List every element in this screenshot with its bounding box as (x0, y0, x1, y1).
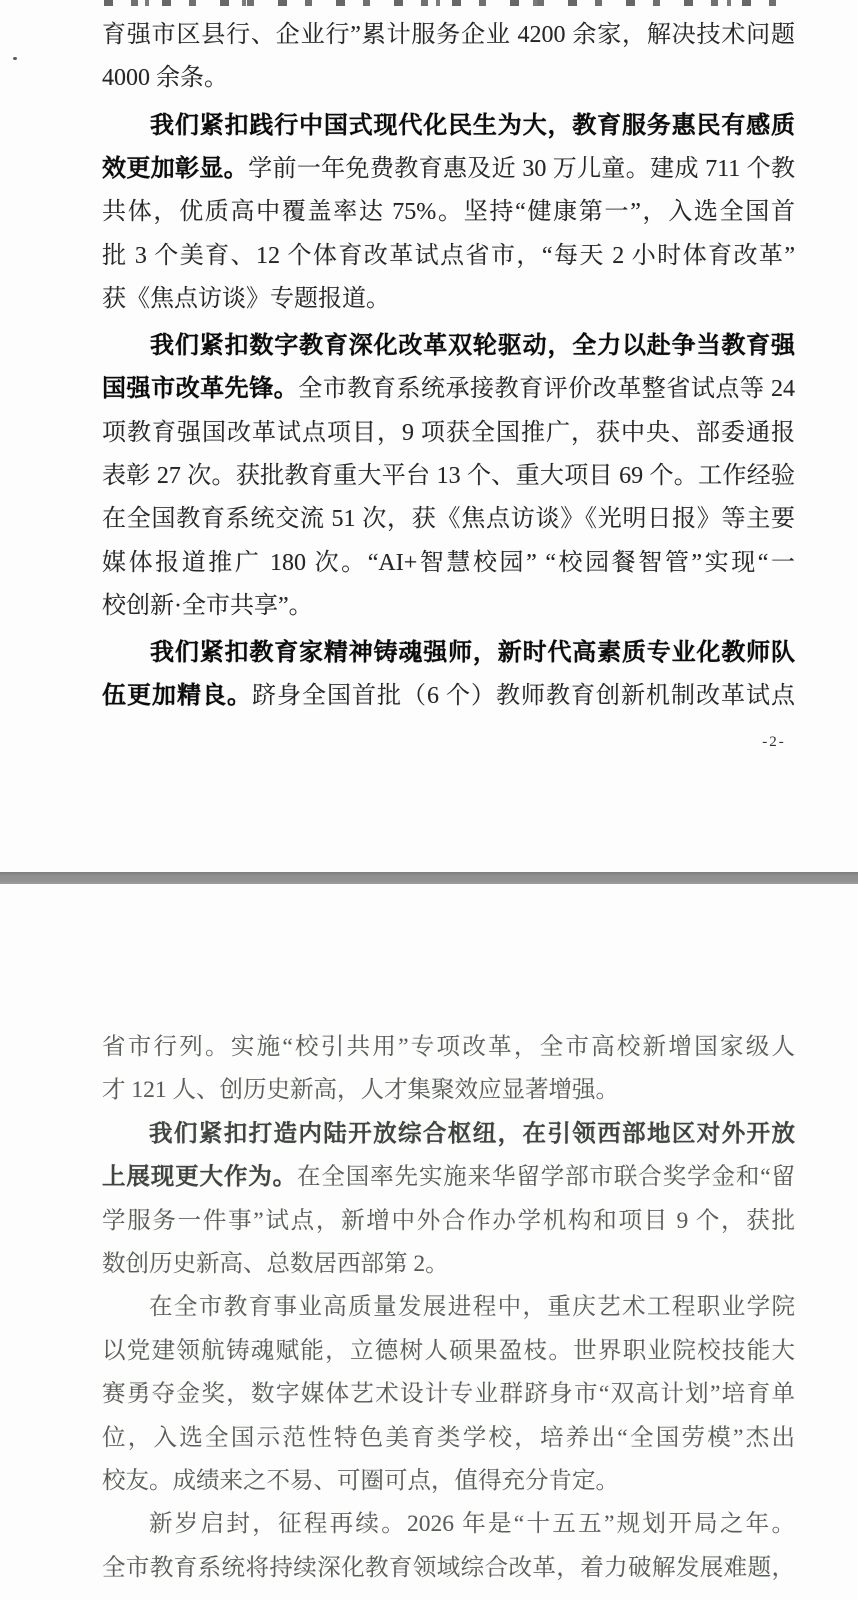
text-segment: 数创历史新高、总数居西部第 2。 (102, 1251, 449, 1277)
text-segment: 新岁启封，征程再续。2026 年是“十五五”规划开局之年。 (149, 1511, 795, 1537)
text-line (102, 1074, 795, 1106)
text-line (102, 1248, 795, 1280)
text-line (102, 1291, 795, 1323)
text-segment: 全市教育系统将持续深化教育领域综合改革，着力破解发展难题， (102, 1555, 795, 1581)
text-segment: 项教育强国改革试点项目，9 项获全国推广，获中央、部委通报 (102, 420, 795, 446)
text-segment: 批 3 个美育、12 个体育改革试点省市，“每天 2 小时体育改革” (102, 243, 795, 269)
page-number: -2- (762, 734, 786, 750)
bold-text-segment: 上展现更大作为。 (102, 1164, 298, 1190)
bold-text-segment: 我们紧扣数字教育深化改革双轮驱动，全力以赴争当教育强 (150, 333, 795, 359)
text-line (102, 1161, 795, 1193)
text-line (102, 1508, 795, 1540)
bold-text-segment: 我们紧扣教育家精神铸魂强师，新时代高素质专业化教师队 (150, 640, 795, 666)
bold-text-segment: 我们紧扣践行中国式现代化民生为大，教育服务惠民有感质 (150, 113, 795, 139)
bold-text-segment: 国强市改革先锋。 (102, 376, 299, 402)
text-segment: 4000 余条。 (102, 65, 228, 91)
text-line (102, 1031, 795, 1063)
text-segment: 获《焦点访谈》专题报道。 (102, 286, 390, 312)
text-segment: 校友。成绩来之不易、可圈可点，值得充分肯定。 (102, 1468, 619, 1494)
text-segment: 赛勇夺金奖，数字媒体艺术设计专业群跻身市“双高计划”培育单 (102, 1381, 795, 1407)
text-line (102, 1465, 795, 1497)
text-line (102, 1422, 795, 1454)
bold-text-segment: 效更加彰显。 (102, 156, 249, 182)
document-page-2-text (102, 0, 795, 1600)
text-segment: 省市行列。实施“校引共用”专项改革，全市高校新增国家级人 (102, 1034, 795, 1060)
text-line (102, 1335, 795, 1367)
text-line (102, 1552, 795, 1584)
text-segment: 全市教育系统承接教育评价改革整省试点等 24 (298, 376, 796, 402)
text-segment: 表彰 27 次。获批教育重大平台 13 个、重大项目 69 个。工作经验 (102, 463, 795, 489)
text-segment: 学服务一件事”试点，新增中外合作办学机构和项目 9 个，获批 (102, 1208, 795, 1234)
text-segment: 共体，优质高中覆盖率达 75%。坚持“健康第一”，入选全国首 (102, 199, 795, 225)
text-line (102, 1118, 795, 1150)
text-segment: 校创新·全市共享”。 (102, 593, 313, 619)
text-segment: 在全市教育事业高质量发展进程中，重庆艺术工程职业学院 (149, 1294, 795, 1320)
bold-text-segment: 伍更加精良。 (102, 683, 252, 709)
text-segment: 育强市区县行、企业行”累计服务企业 4200 余家，解决技术问题 (102, 22, 795, 48)
text-segment: 在全国率先实施来华留学部市联合奖学金和“留 (297, 1164, 796, 1190)
text-line (102, 1378, 795, 1410)
scan-speck (13, 57, 17, 60)
text-segment: 位，入选全国示范性特色美育类学校，培养出“全国劳模”杰出 (102, 1425, 795, 1451)
text-segment: 以党建领航铸魂赋能，立德树人硕果盈枝。世界职业院校技能大 (102, 1338, 795, 1364)
text-segment: 跻身全国首批（6 个）教师教育创新机制改革试点 (252, 683, 795, 709)
bold-text-segment: 我们紧扣打造内陆开放综合枢纽，在引领西部地区对外开放 (149, 1121, 795, 1147)
text-segment: 媒体报道推广 180 次。“AI+智慧校园” “校园餐智管”实现“一 (102, 550, 795, 576)
text-line (102, 1205, 795, 1237)
text-segment: 在全国教育系统交流 51 次，获《焦点访谈》《光明日报》等主要 (102, 506, 795, 532)
text-segment: 学前一年免费教育惠及近 30 万儿童。建成 711 个教 (248, 156, 796, 182)
text-segment: 才 121 人、创历史新高，人才集聚效应显著增强。 (102, 1077, 619, 1103)
